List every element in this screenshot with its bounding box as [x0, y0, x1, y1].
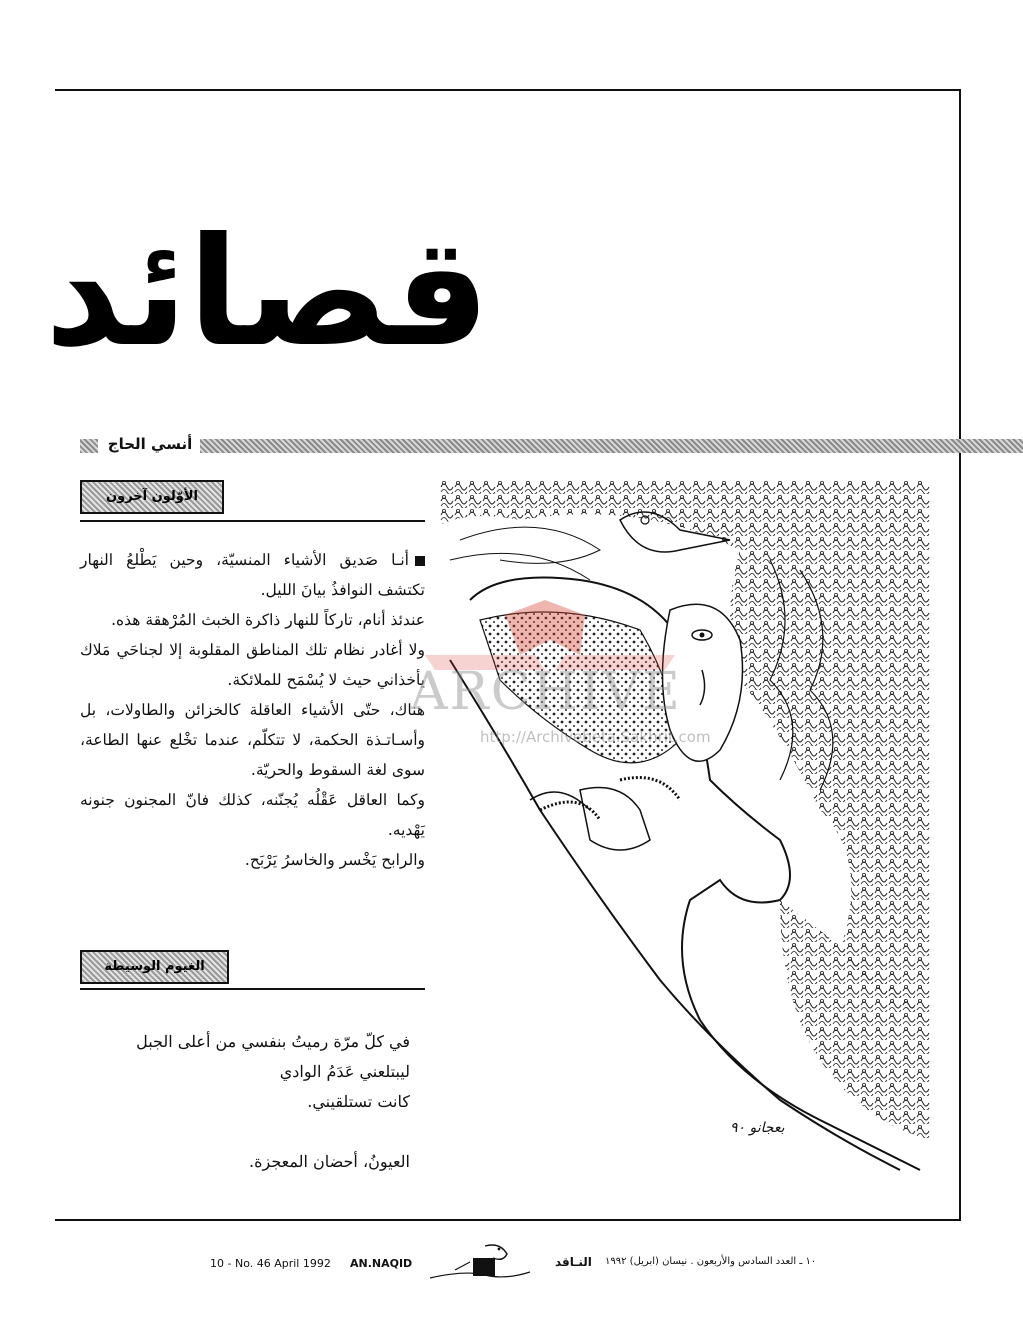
footer-publication-en: AN.NAQID — [350, 1257, 413, 1270]
poem-line: والرابح يَخْسر والخاسرُ يَرْبَح. — [244, 851, 425, 869]
poem-line: أنـا صَديق الأشياء المنسيّة، وحين يَطْلعُ النهار تكتشف النوافذُ بيانَ الليل. — [80, 551, 425, 599]
section-rule-2 — [80, 988, 425, 990]
author-bar-pattern — [200, 439, 1023, 453]
poem-line: في كلّ مرّة رميتُ بنفسي من أعلى الجبل — [136, 1032, 410, 1051]
poem-section-1 — [80, 545, 425, 875]
section-heading-box-2 — [80, 950, 229, 984]
poem-line: العيونُ، أحضان المعجزة. — [249, 1152, 410, 1171]
poem-line: وكما العاقل عَقْلُه يُجنّنه، كذلك فانّ المجنون جنونه يَهْديه. — [80, 791, 425, 839]
section-rule-1 — [80, 520, 425, 522]
section-heading-2: الغيوم الوسيطة — [104, 959, 205, 974]
footer-issue-en: 10 - No. 46 April 1992 — [210, 1257, 331, 1270]
section-heading-box-1 — [80, 480, 224, 514]
bullet-square — [415, 556, 425, 566]
archive-watermark-text: ARCHIVE — [410, 662, 682, 722]
magazine-logo-icon — [425, 1240, 535, 1285]
poem-line: هناك، حتّى الأشياء العاقلة كالخزائن والطاولات، بل وأسـاتـذة الحكمة، لا تتكلّم، عندما تخْلع عنها الطاعة، سوى لغة السقوط والحريّة. — [80, 701, 425, 779]
poem-line: ولا أغادر نظام تلك المناطق المقلوبة إلا لجناحَي مَلاك يأخذاني حيث لا يُسْمَح للملائكة. — [80, 641, 425, 689]
footer-publication-ar: النـاقد — [555, 1255, 592, 1269]
line-drawing-illustration — [440, 480, 940, 1180]
author-bar — [80, 437, 985, 457]
author-name: أنسي الحاج — [100, 433, 200, 455]
poem-section-2 — [100, 1027, 410, 1177]
poem-line: عندئذ أنام، تاركاً للنهار ذاكرة الخبث المُرْهقة هذه. — [111, 611, 425, 629]
page-frame-top — [55, 89, 961, 91]
stocking-band — [540, 802, 600, 820]
poem-line-blank — [100, 1117, 410, 1147]
section-heading-1: الأوّلون آخرون — [106, 489, 198, 504]
poem-line: كانت تستلقيني. — [307, 1092, 410, 1111]
artist-signature: بعجانو ٩٠ — [730, 1120, 785, 1136]
footer-issue-ar: ١٠ ـ العدد السادس والأربعون . نيسان (ابريل) ١٩٩٢ — [605, 1256, 817, 1267]
author-bar-pattern-left — [80, 439, 98, 453]
page-frame-bottom — [55, 1219, 961, 1221]
page-title: قصائد — [44, 206, 490, 380]
poem-line: ليبتلعني عَدَمُ الوادي — [279, 1062, 410, 1081]
page-footer — [200, 1245, 820, 1285]
archive-watermark-url: http://Archivebeta.Sakhrit.com — [480, 728, 711, 746]
page-frame-right — [959, 89, 961, 1221]
